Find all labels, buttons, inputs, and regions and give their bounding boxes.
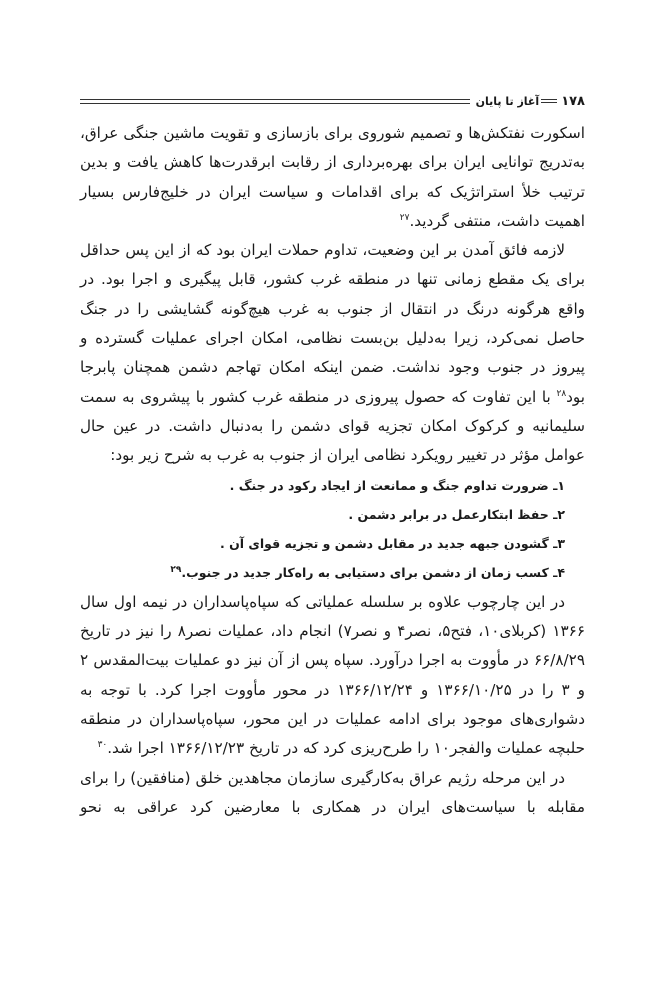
footnote-ref-28: ۲۸ — [556, 388, 567, 399]
list-item-text: ۴ـ کسب زمان از دشمن برای دستیابی به راه‌کار جدید در جنوب. — [181, 565, 565, 581]
factors-list — [80, 471, 585, 588]
list-item — [80, 529, 565, 558]
paragraph-2 — [80, 236, 585, 470]
list-item-text: ۱ـ ضرورت تداوم جنگ و ممانعت از ایجاد رکود در جنگ . — [229, 477, 565, 493]
header-rule — [80, 99, 470, 104]
body-text — [80, 119, 585, 822]
paragraph-1 — [80, 119, 585, 236]
page-number: ۱۷۸ — [561, 93, 585, 109]
list-item-text: ۲ـ حفظ ابتکارعمل در برابر دشمن . — [348, 506, 565, 522]
list-item-text: ۳ـ گشودن جبهه جدید در مقابل دشمن و تجزیه قوای آن . — [220, 536, 565, 552]
footnote-ref-30: ۳۰ — [97, 740, 108, 751]
list-item — [80, 471, 565, 500]
list-item — [80, 500, 565, 529]
paragraph-4 — [80, 764, 585, 823]
paragraph-3 — [80, 588, 585, 764]
paragraph-2-text-cont: با این تفاوت که حصول پیروزی در منطقه غرب کشور با پیشروی به سمت سلیمانیه و کرکوک امکان تجزیه قوای دشمن را به‌دنبال داشت. در عین حال عوامل مؤثر در تغییر رویکرد نظامی ایران از جنوب به غرب به شرح زیر بود: — [80, 387, 585, 465]
running-title: آغاز تا پایان — [475, 94, 540, 108]
header-ornament — [541, 99, 557, 103]
paragraph-1-text: اسکورت نفتکش‌ها و تصمیم شوروی برای بازسازی و تقویت ماشین جنگی عراق، به‌تدریج توانایی ایران برای بهره‌برداری از رقابت ابرقدرت‌ها کاهش یافت و بدین ترتیب خلأ استراتژیک که برای اقدامات و سیاست ایران در خلیج‌فارس بسیار اهمیت داشت، منتفی گردید. — [80, 124, 585, 230]
paragraph-2-text: لازمه فائق آمدن بر این وضعیت، تداوم حملات ایران بود که از این پس حداقل برای یک مقطع زمانی تنها در منطقه غرب کشور، قابل پیگیری و اجرا بود. در واقع هرگونه درنگ در انتقال از جنوب به غرب هیچ‌گونه گشایشی را در جنگ حاصل نمی‌کرد، زیرا به‌دلیل بن‌بست نظامی، امکان اجرای عملیات گسترده و پیروز در جنوب وجود نداشت. ضمن اینکه امکان تهاجم دشمن همچنان پابرجا بود — [80, 241, 585, 406]
paragraph-4-text: در این مرحله رژیم عراق به‌کارگیری سازمان مجاهدین خلق (منافقین) را برای مقابله با سیاست‌های ایران در همکاری با معارضین کرد عراقی به نحو — [80, 768, 585, 816]
paragraph-3-text: در این چارچوب علاوه بر سلسله عملیاتی که سپاه‌پاسداران در نیمه اول سال ۱۳۶۶ (کربلای۱۰، فتح۵، نصر۴ و نصر۷) انجام داد، عملیات نصر۸ را نیز در تاریخ ۶۶/۸/۲۹ در مأووت به اجرا درآورد. سپاه پس از آن نیز دو عملیات بیت‌المقدس ۲ و ۳ را در ۱۳۶۶/۱۰/۲۵ و ۱۳۶۶/۱۲/۲۴ در محور مأووت اجرا کرد. با توجه به دشواری‌های موجود برای ادامه عملیات در این محور، سپاه‌پاسداران در منطقه حلبچه عملیات والفجر۱۰ را طرح‌ریزی کرد که در تاریخ ۱۳۶۶/۱۲/۲۳ اجرا شد. — [80, 592, 585, 758]
list-item — [80, 558, 565, 587]
footnote-ref-27: ۲۷ — [399, 212, 410, 223]
footnote-ref-29: ۲۹ — [170, 565, 182, 576]
page-header — [80, 88, 585, 114]
